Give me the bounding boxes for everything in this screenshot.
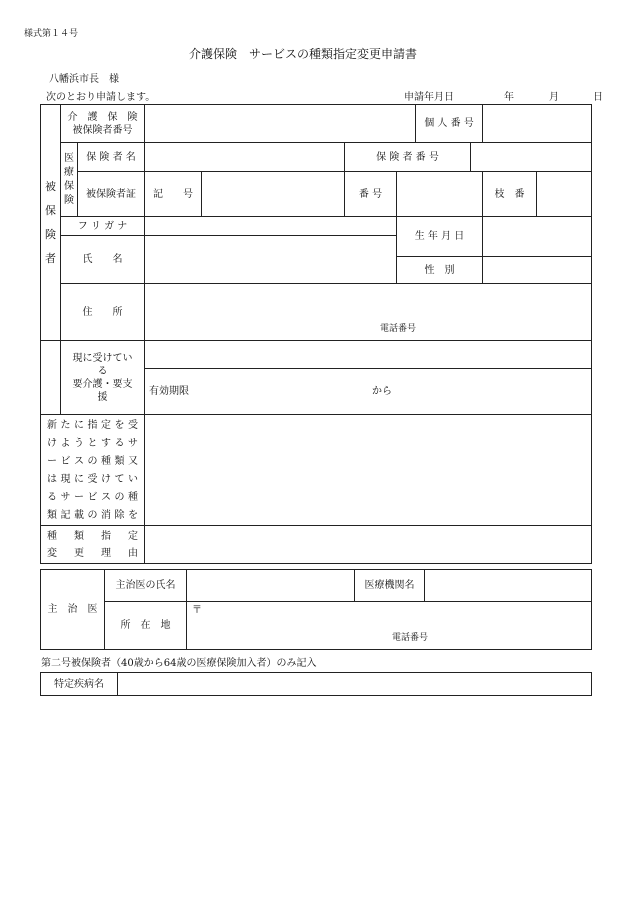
disease-table xyxy=(40,672,592,696)
birthdate-field[interactable] xyxy=(483,217,592,257)
doctor-section-label: 主 治 医 xyxy=(41,570,105,650)
insured-section-label: 被 保 険 者 xyxy=(41,105,61,341)
address-field[interactable] xyxy=(145,284,592,341)
sex-field[interactable] xyxy=(483,257,592,284)
insurer-name-label: 保 険 者 名 xyxy=(78,143,145,172)
application-day: 日 xyxy=(593,92,603,103)
main-form-table xyxy=(40,104,592,564)
doctor-location-field[interactable] xyxy=(187,602,592,650)
address-label: 住 所 xyxy=(61,284,145,341)
furigana-field[interactable] xyxy=(145,217,397,236)
disease-field[interactable] xyxy=(118,673,592,696)
doctor-location-label: 所 在 地 xyxy=(105,602,187,650)
care-level-label: 現に受けてい る 要介護・要支 援 xyxy=(61,341,145,415)
furigana-label: フ リ ガ ナ xyxy=(61,217,145,236)
insured-section-cont xyxy=(41,341,61,415)
birthdate-label: 生 年 月 日 xyxy=(397,217,483,257)
doctor-name-field[interactable] xyxy=(187,570,355,602)
intro-text: 次のとおり申請します。 xyxy=(46,92,156,103)
edaban-field[interactable] xyxy=(537,172,592,217)
application-month: 月 xyxy=(549,92,559,103)
validity-field[interactable] xyxy=(145,369,592,415)
kojin-number-label: 個 人 番 号 xyxy=(416,105,483,143)
validity-label: 有効期限 xyxy=(149,386,189,397)
sex-label: 性 別 xyxy=(397,257,483,284)
reason-field[interactable] xyxy=(145,526,592,564)
bango-field[interactable] xyxy=(397,172,483,217)
form-title: 介護保険 サービスの種類指定変更申請書 xyxy=(189,47,418,61)
second-insured-note: 第二号被保険者（40歳から64歳の医療保険加入者）のみ記入 xyxy=(41,658,317,669)
addressee: 八幡浜市長 様 xyxy=(49,74,119,85)
doctor-table xyxy=(40,569,592,650)
service-change-label: 新たに指定を受 けようとするサ ービスの種類又 は現に受けてい るサービスの種 類記載の消除を xyxy=(41,415,145,526)
doctor-phone-label: 電話番号 xyxy=(392,633,429,643)
institution-label: 医療機関名 xyxy=(355,570,425,602)
validity-kara: から xyxy=(372,386,392,397)
disease-label: 特定疾病名 xyxy=(41,673,118,696)
kaigo-number-label: 介 護 保 険 被保険者番号 xyxy=(61,105,145,143)
form-number: 様式第１４号 xyxy=(24,29,79,39)
application-year: 年 xyxy=(504,92,514,103)
kojin-number-field[interactable] xyxy=(483,105,592,143)
kaigo-number-field[interactable] xyxy=(145,105,416,143)
bango-label: 番 号 xyxy=(345,172,397,217)
insurer-number-label: 保 険 者 番 号 xyxy=(345,143,471,172)
kigo-label: 記 号 xyxy=(145,172,202,217)
name-label: 氏 名 xyxy=(61,236,145,284)
insurer-name-field[interactable] xyxy=(145,143,345,172)
postal-mark: 〒 xyxy=(192,605,202,616)
care-level-field[interactable] xyxy=(145,341,592,369)
reason-label: 種 類 指 定 変 更 理 由 xyxy=(41,526,145,564)
doctor-name-label: 主治医の氏名 xyxy=(105,570,187,602)
application-date-label: 申請年月日 xyxy=(404,92,454,103)
name-field[interactable] xyxy=(145,236,397,284)
service-change-field[interactable] xyxy=(145,415,592,526)
institution-field[interactable] xyxy=(425,570,592,602)
insurer-number-field[interactable] xyxy=(471,143,592,172)
kigo-field[interactable] xyxy=(202,172,345,217)
edaban-label: 枝 番 xyxy=(483,172,537,217)
card-label: 被保険者証 xyxy=(78,172,145,217)
insured-phone-label: 電話番号 xyxy=(380,324,417,334)
iryo-hoken-label: 医 療 保 険 xyxy=(61,143,78,217)
